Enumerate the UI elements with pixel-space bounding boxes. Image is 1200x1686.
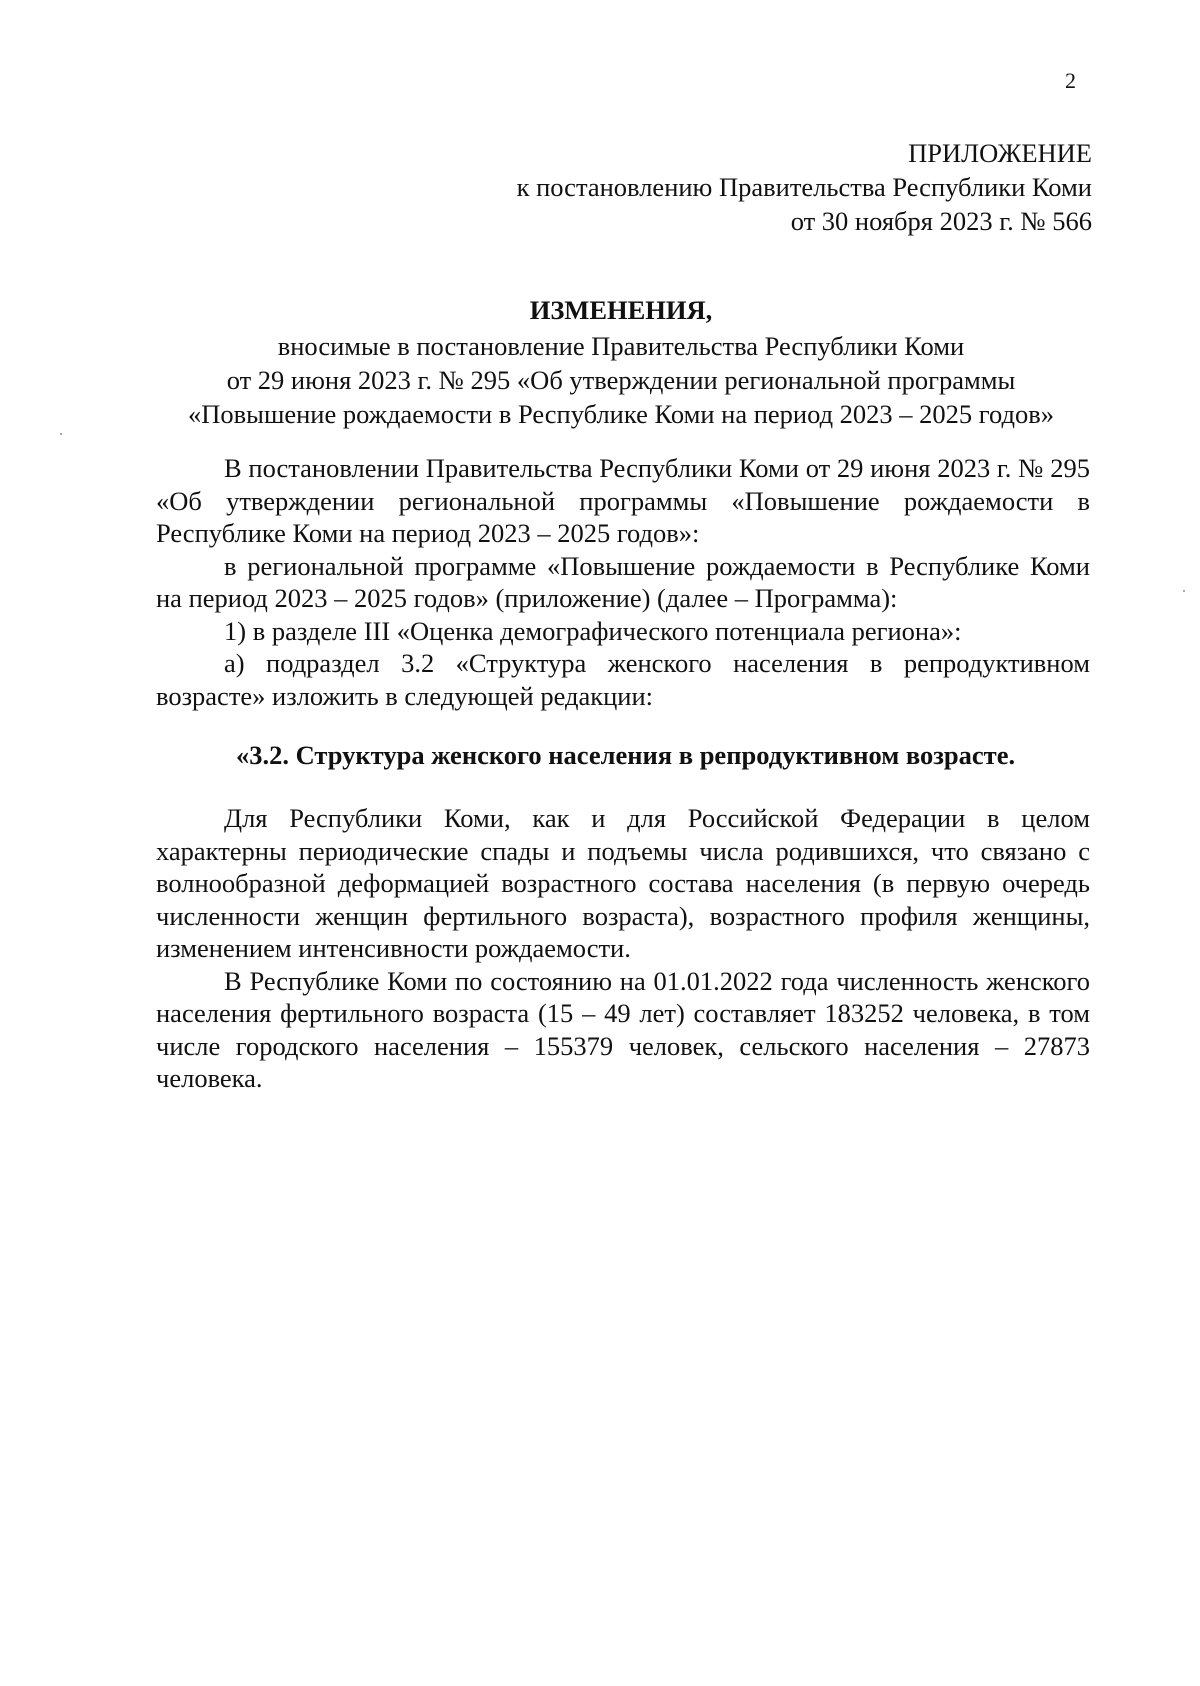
intro-paragraph: В постановлении Правительства Республики Коми от 29 июня 2023 г. № 295 «Об утверждении региональной программы «Повышение рождаемости в Республике Коми на период 2023 – 2025 годов»: xyxy=(156,453,1090,548)
appendix-title: ПРИЛОЖЕНИЕ xyxy=(908,138,1092,168)
section-paragraph: Для Республики Коми, как и для Российской Федерации в целом характерны периодические спады и подъемы числа родившихся, что связано с волнообразной деформацией возрастного состава населения (в первую очередь численности женщин фертильного возраста), возрастного профиля женщины, изменением интенсивности рождаемости. xyxy=(156,803,1090,963)
scan-speck xyxy=(1183,590,1185,592)
appendix-block xyxy=(392,136,1092,238)
intro-text xyxy=(156,452,1090,712)
changes-subtitle-line: «Повышение рождаемости в Республике Коми на период 2023 – 2025 годов» xyxy=(187,399,1054,429)
intro-paragraph: а) подраздел 3.2 «Структура женского населения в репродуктивном возрасте» изложить в следующей редакции: xyxy=(156,648,1090,711)
intro-paragraph: 1) в разделе III «Оценка демографического потенциала региона»: xyxy=(224,615,962,646)
section-heading: «3.2. Структура женского населения в репродуктивном возрасте. xyxy=(236,740,1016,770)
scan-speck xyxy=(60,433,62,435)
changes-subtitle-line: вносимые в постановление Правительства Республики Коми xyxy=(277,331,965,361)
section-text xyxy=(156,802,1090,1095)
changes-subtitle-line: от 29 июня 2023 г. № 295 «Об утверждении региональной программы xyxy=(226,365,1016,395)
section-paragraph: В Республике Коми по состоянию на 01.01.2022 года численность женского населения фертильного возраста (15 – 49 лет) составляет 183252 человека, в том числе городского населения – 155379 человек, сельского населения – 27873 человека. xyxy=(156,965,1090,1093)
changes-subtitle xyxy=(0,329,1200,431)
intro-paragraph: в региональной программе «Повышение рождаемости в Республике Коми на период 2023 – 2025 годов» (приложение) (далее – Программа): xyxy=(156,550,1090,613)
appendix-line-1: к постановлению Правительства Республики Коми xyxy=(516,172,1092,202)
changes-title: ИЗМЕНЕНИЯ, xyxy=(529,295,713,325)
page-number: 2 xyxy=(1065,68,1076,93)
appendix-line-2: от 30 ноября 2023 г. № 566 xyxy=(790,206,1092,236)
